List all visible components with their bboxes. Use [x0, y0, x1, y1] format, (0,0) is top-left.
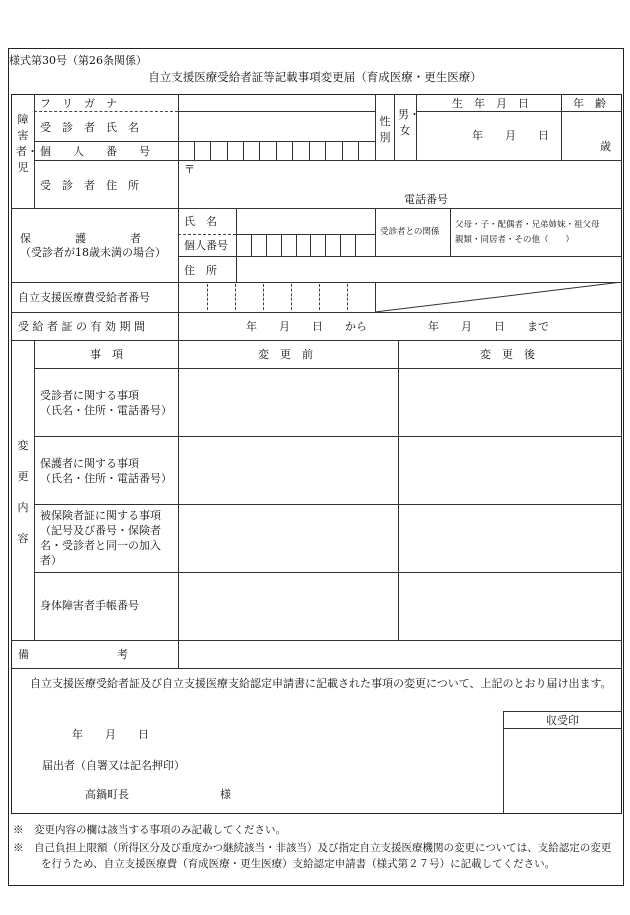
addressee: 高鍋町長 — [85, 788, 129, 801]
change-row-sublabel: （氏名・住所・電話番号） — [40, 404, 172, 417]
patient-name-input[interactable] — [180, 113, 373, 140]
patient-address-input[interactable] — [180, 162, 620, 207]
furigana-label: フ リ ガ ナ — [40, 97, 117, 110]
form-title: 自立支援医療受給者証等記載事項変更届（育成医療・更生医療） — [148, 70, 482, 84]
age-unit: 歳 — [600, 140, 611, 153]
change-after-input[interactable] — [400, 370, 620, 435]
change-row-label: 被保険者証に関する事項 — [40, 509, 161, 522]
phone-label: 電話番号 — [404, 193, 448, 206]
change-after-input[interactable] — [400, 574, 620, 639]
birth-date-value: 年 月 日 — [472, 129, 549, 142]
age-header: 年 齢 — [573, 97, 606, 110]
col-item-header: 事 項 — [90, 348, 123, 361]
patient-name-label: 受 診 者 氏 名 — [40, 121, 139, 134]
col-after-header: 変 更 後 — [480, 348, 535, 361]
guardian-name-input[interactable] — [238, 210, 373, 233]
change-row-label: 身体障害者手帳番号 — [40, 599, 139, 612]
guardian-address-label: 住 所 — [184, 264, 217, 277]
diagonal-strike — [375, 282, 622, 312]
change-before-input[interactable] — [180, 438, 396, 503]
sex-options[interactable]: 男・女 — [398, 108, 420, 137]
guardian-personal-number-label: 個人番号 — [184, 239, 228, 252]
birth-date-header: 生 年 月 日 — [452, 97, 529, 110]
relation-options-2[interactable]: 親類・同居者・その他（ ） — [455, 235, 575, 245]
note-2: ※ 自己負担上限額（所得区分及び重度かつ継続該当・非該当）及び指定自立支援医療機関の変更については、支給認定の変更を行うため、自立支援医療費（育成医療・更生医療）支給認定申請書（様式第２７号）に記載してください。 — [13, 842, 612, 870]
furigana-input[interactable] — [180, 96, 373, 110]
validity-label: 受 給 者 証 の 有 効 期 間 — [18, 320, 145, 333]
guardian-name-label: 氏 名 — [184, 215, 217, 228]
change-before-input[interactable] — [180, 574, 396, 639]
change-after-input[interactable] — [400, 438, 620, 503]
guardian-label: 保 護 者 — [20, 232, 141, 245]
guardian-address-input[interactable] — [238, 258, 620, 281]
relation-label: 受診者との関係 — [380, 227, 440, 237]
patient-address-label: 受 診 者 住 所 — [40, 179, 139, 192]
col-before-header: 変 更 前 — [258, 348, 313, 361]
change-row-sublabel: 名・受診者と同一の加入 — [40, 539, 161, 552]
change-row-sublabel: （記号及び番号・保険者 — [40, 524, 161, 537]
recipient-number-label: 自立支援医療費受給者番号 — [18, 291, 150, 304]
honorific: 様 — [220, 788, 231, 801]
change-row-label: 保護者に関する事項 — [40, 457, 139, 470]
postal-mark: 〒 — [184, 163, 195, 176]
note-1: ※ 変更内容の欄は該当する事項のみ記載してください。 — [13, 824, 286, 836]
receipt-stamp-label: 収受印 — [546, 714, 579, 727]
sex-label: 性別 — [379, 115, 391, 144]
validity-from: 年 月 日 から — [246, 320, 367, 333]
remarks-input[interactable] — [180, 642, 620, 667]
validity-to: 年 月 日 まで — [428, 320, 549, 333]
change-before-input[interactable] — [180, 506, 396, 571]
submission-date: 年 月 日 — [72, 728, 149, 741]
guardian-sublabel: （受診者が18歳未満の場合） — [20, 246, 166, 259]
recipient-number-input[interactable] — [180, 284, 373, 310]
changes-section-label: 変更内容 — [17, 439, 29, 545]
age-input[interactable] — [563, 113, 620, 159]
submitter-label: 届出者（自署又は記名押印） — [42, 759, 185, 772]
patient-section-label: 障害者・児 — [16, 113, 38, 174]
patient-personal-number-label: 個 人 番 号 — [40, 145, 150, 158]
relation-options-1[interactable]: 父母・子・配偶者・兄弟姉妹・祖父母 — [455, 220, 600, 230]
declaration-text: 自立支援医療受給者証及び自立支援医療支給認定申請書に記載された事項の変更について、上記のとおり届け出ます。 — [30, 677, 612, 690]
birth-date-input[interactable] — [418, 113, 559, 159]
change-before-input[interactable] — [180, 370, 396, 435]
change-row-sublabel: （氏名・住所・電話番号） — [40, 472, 172, 485]
remarks-label: 備 考 — [18, 648, 128, 661]
change-row-label: 受診者に関する事項 — [40, 389, 139, 402]
change-row-sublabel: 者） — [40, 554, 62, 567]
form-number: 様式第30号（第26条関係） — [9, 54, 147, 67]
change-after-input[interactable] — [400, 506, 620, 571]
